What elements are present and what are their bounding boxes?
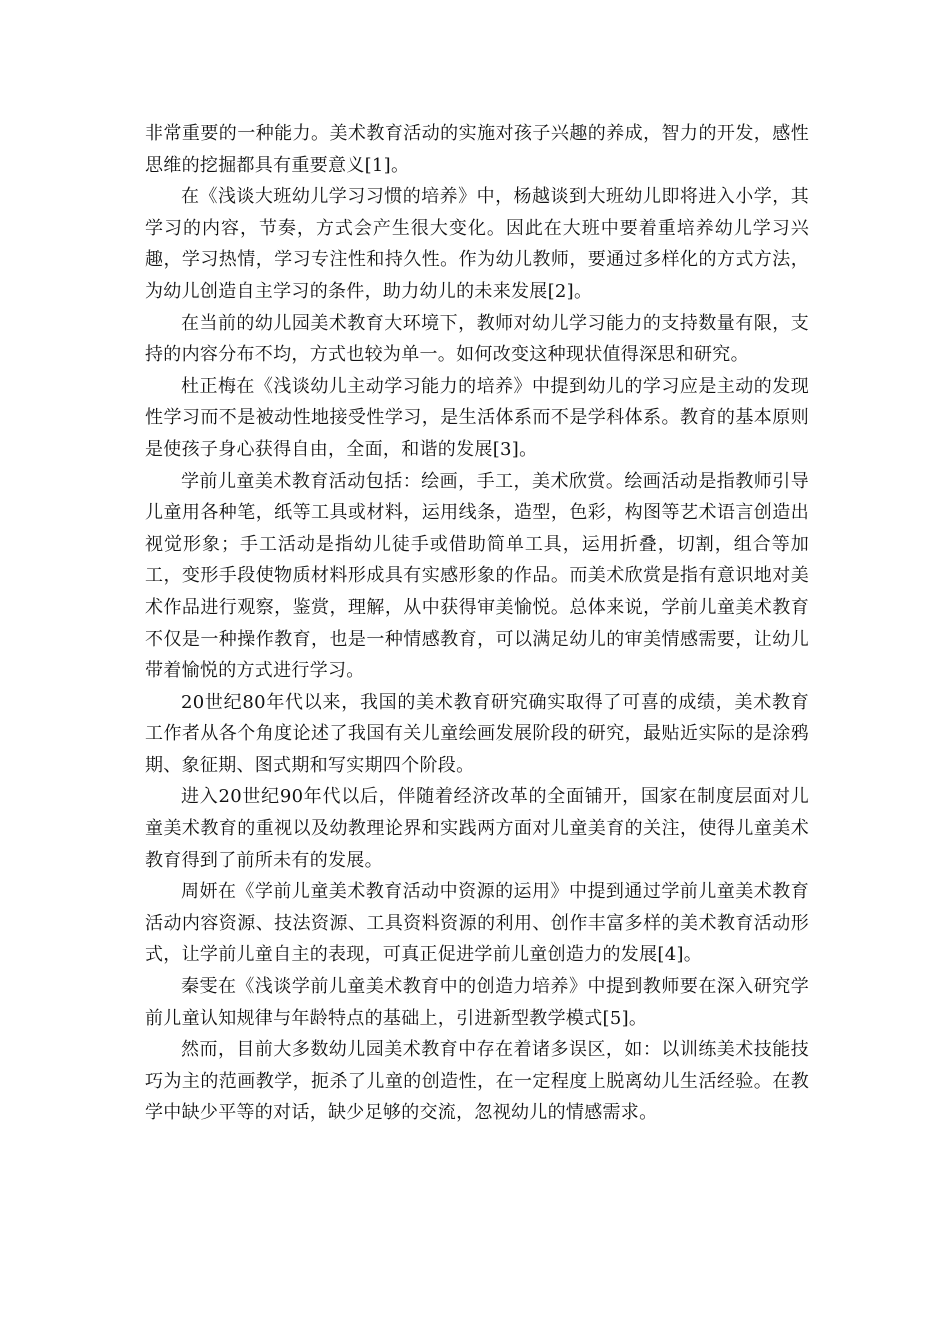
paragraph-10: 然而，目前大多数幼儿园美术教育中存在着诸多误区，如：以训练美术技能技巧为主的范画教学，扼杀了儿童的创造性，在一定程度上脱离幼儿生活经验。在教学中缺少平等的对话，缺少足够的交流，忽视幼儿的情感需求。 <box>145 1039 809 1124</box>
paragraph-3: 在当前的幼儿园美术教育大环境下，教师对幼儿学习能力的支持数量有限，支持的内容分布不均，方式也较为单一。如何改变这种现状值得深思和研究。 <box>145 312 809 366</box>
paragraph-2: 在《浅谈大班幼儿学习习惯的培养》中，杨越谈到大班幼儿即将进入小学，其学习的内容，节奏，方式会产生很大变化。因此在大班中要着重培养幼儿学习兴趣，学习热情，学习专注性和持久性。作为幼儿教师，要通过多样化的方式方法，为幼儿创造自主学习的条件，助力幼儿的未来发展[2]。 <box>145 186 809 302</box>
paragraph-5: 学前儿童美术教育活动包括：绘画，手工，美术欣赏。绘画活动是指教师引导儿童用各种笔，纸等工具或材料，运用线条，造型，色彩，构图等艺术语言创造出视觉形象；手工活动是指幼儿徒手或借助简单工具，运用折叠，切割，组合等加工，变形手段使物质材料形成具有实感形象的作品。而美术欣赏是指有意识地对美术作品进行观察，鉴赏，理解，从中获得审美愉悦。总体来说，学前儿童美术教育不仅是一种操作教育，也是一种情感教育，可以满足幼儿的审美情感需要，让幼儿带着愉悦的方式进行学习。 <box>145 470 809 682</box>
paragraph-4: 杜正梅在《浅谈幼儿主动学习能力的培养》中提到幼儿的学习应是主动的发现性学习而不是被动性地接受性学习，是生活体系而不是学科体系。教育的基本原则是使孩子身心获得自由，全面，和谐的发展[3]。 <box>145 375 809 460</box>
body-text <box>145 118 809 1129</box>
paragraph-1: 非常重要的一种能力。美术教育活动的实施对孩子兴趣的养成，智力的开发，感性思维的挖掘都具有重要意义[1]。 <box>145 123 809 176</box>
paragraph-9: 秦雯在《浅谈学前儿童美术教育中的创造力培养》中提到教师要在深入研究学前儿童认知规律与年龄特点的基础上，引进新型教学模式[5]。 <box>145 976 809 1029</box>
paragraph-8: 周妍在《学前儿童美术教育活动中资源的运用》中提到通过学前儿童美术教育活动内容资源、技法资源、工具资料资源的利用、创作丰富多样的美术教育活动形式，让学前儿童自主的表现，可真正促进学前儿童创造力的发展[4]。 <box>145 881 809 966</box>
paragraph-7: 进入20世纪90年代以后，伴随着经济改革的全面铺开，国家在制度层面对儿童美术教育的重视以及幼教理论界和实践两方面对儿童美育的关注，使得儿童美术教育得到了前所未有的发展。 <box>145 786 809 871</box>
paragraph-6: 20世纪80年代以来，我国的美术教育研究确实取得了可喜的成绩，美术教育工作者从各个角度论述了我国有关儿童绘画发展阶段的研究，最贴近实际的是涂鸦期、象征期、图式期和写实期四个阶段。 <box>145 691 809 776</box>
